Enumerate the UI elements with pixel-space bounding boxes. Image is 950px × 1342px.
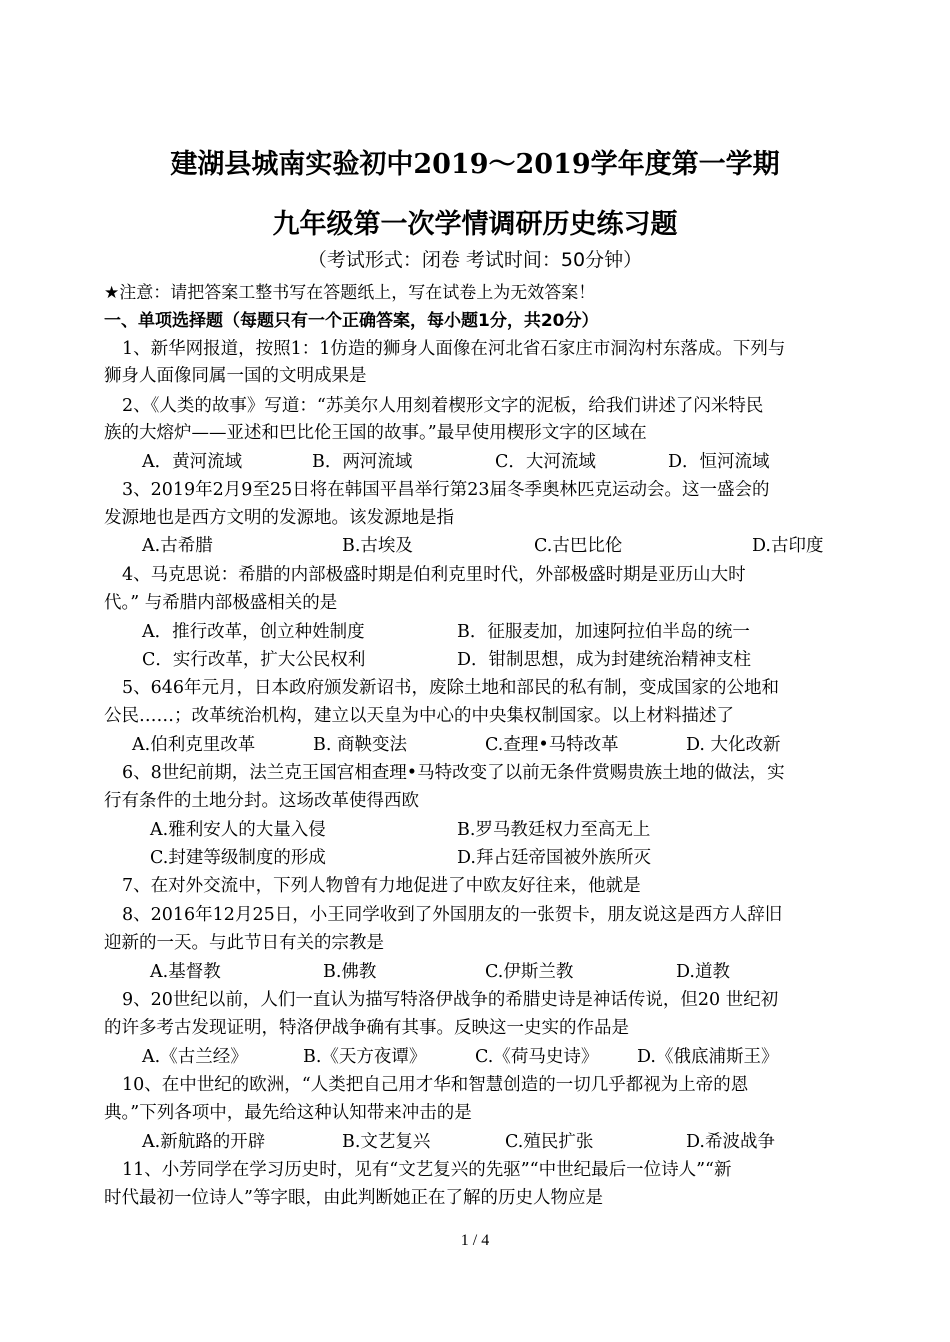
question-3-option-c: C.古巴比伦 xyxy=(534,536,623,556)
question-10-option-d: D.希波战争 xyxy=(686,1132,775,1152)
question-1-line1: 1、新华网报道，按照1：1仿造的狮身人面像在河北省石家庄市洞沟村东落成。下列与 xyxy=(122,339,786,359)
exam-title-line1: 建湖县城南实验初中2019～2019学年度第一学期 xyxy=(170,149,780,180)
page-number: 1 / 4 xyxy=(460,1232,490,1249)
question-6-option-b: B.罗马教廷权力至高无上 xyxy=(457,820,651,840)
section-heading: 一、单项选择题（每题只有一个正确答案，每小题1分，共20分） xyxy=(104,311,599,331)
exam-info: （考试形式：闭卷 考试时间：50分钟） xyxy=(307,249,643,271)
question-5-line1: 5、646年元月，日本政府颁发新诏书，废除土地和部民的私有制，变成国家的公地和 xyxy=(122,678,780,698)
question-10-line1: 10、在中世纪的欧洲，“人类把自己用才华和智慧创造的一切几乎都视为上帝的恩 xyxy=(122,1075,749,1095)
question-9-option-a: A.《古兰经》 xyxy=(142,1047,248,1067)
question-3-option-a: A.古希腊 xyxy=(142,536,213,556)
question-6-line2: 行有条件的土地分封。这场改革使得西欧 xyxy=(104,791,419,811)
question-4-option-d: D．钳制思想，成为封建统治精神支柱 xyxy=(457,650,752,670)
question-5-option-a: A.伯利克里改革 xyxy=(132,735,256,755)
question-2-option-b: B．两河流域 xyxy=(312,452,413,472)
question-9-option-d: D.《俄底浦斯王》 xyxy=(637,1047,779,1067)
question-10-option-b: B.文艺复兴 xyxy=(342,1132,431,1152)
question-9-line1: 9、20世纪以前，人们一直认为描写特洛伊战争的希腊史诗是神话传说，但20 世纪初 xyxy=(122,990,779,1010)
question-5-line2: 公民……；改革统治机构，建立以天皇为中心的中央集权制国家。以上材料描述了 xyxy=(104,706,734,726)
exam-title-line2: 九年级第一次学情调研历史练习题 xyxy=(272,209,678,240)
question-8-option-c: C.伊斯兰教 xyxy=(485,962,574,982)
question-11-line2: 时代最初一位诗人”等字眼，由此判断她正在了解的历史人物应是 xyxy=(104,1188,603,1208)
question-7-line1: 7、在对外交流中，下列人物曾有力地促进了中欧友好往来，他就是 xyxy=(122,876,641,896)
question-3-line2: 发源地也是西方文明的发源地。该发源地是指 xyxy=(104,508,454,528)
question-3-line1: 3、2019年2月9至25日将在韩国平昌举行第23届冬季奥林匹克运动会。这一盛会的 xyxy=(122,480,770,500)
question-8-option-a: A.基督教 xyxy=(150,962,221,982)
question-2-line1: 2、《人类的故事》写道：“苏美尔人用刻着楔形文字的泥板，给我们讲述了闪米特民 xyxy=(122,396,764,416)
question-3-option-d: D.古印度 xyxy=(752,536,824,556)
question-5-option-d: D. 大化改新 xyxy=(686,735,781,755)
question-2-option-d: D．恒河流域 xyxy=(668,452,770,472)
question-6-option-c: C.封建等级制度的形成 xyxy=(150,848,326,868)
question-10-line2: 典。”下列各项中，最先给这种认知带来冲击的是 xyxy=(104,1103,472,1123)
notice: ★注意：请把答案工整书写在答题纸上，写在试卷上为无效答案！ xyxy=(104,283,596,303)
question-9-line2: 的许多考古发现证明，特洛伊战争确有其事。反映这一史实的作品是 xyxy=(104,1018,629,1038)
question-2-option-c: C．大河流域 xyxy=(495,452,596,472)
question-8-line2: 迎新的一天。与此节日有关的宗教是 xyxy=(104,933,384,953)
question-4-line1: 4、马克思说：希腊的内部极盛时期是伯利克里时代，外部极盛时期是亚历山大时 xyxy=(122,565,746,585)
question-8-option-d: D.道教 xyxy=(676,962,730,982)
question-8-line1: 8、2016年12月25日，小王同学收到了外国朋友的一张贺卡，朋友说这是西方人辞旧 xyxy=(122,905,783,925)
question-10-option-c: C.殖民扩张 xyxy=(505,1132,594,1152)
question-4-option-a: A．推行改革，创立种姓制度 xyxy=(142,622,365,642)
question-4-line2: 代。” 与希腊内部极盛相关的是 xyxy=(104,593,338,613)
question-6-option-d: D.拜占廷帝国被外族所灭 xyxy=(457,848,651,868)
question-2-line2: 族的大熔炉——亚述和巴比伦王国的故事。”最早使用楔形文字的区域在 xyxy=(104,423,647,443)
question-9-option-c: C.《荷马史诗》 xyxy=(475,1047,599,1067)
question-8-option-b: B.佛教 xyxy=(323,962,377,982)
question-9-option-b: B.《天方夜谭》 xyxy=(303,1047,427,1067)
question-11-line1: 11、小芳同学在学习历史时，见有“文艺复兴的先驱”“中世纪最后一位诗人”“新 xyxy=(122,1160,732,1180)
question-2-option-a: A．黄河流域 xyxy=(142,452,243,472)
question-6-line1: 6、8世纪前期，法兰克王国宫相查理•马特改变了以前无条件赏赐贵族土地的做法，实 xyxy=(122,763,785,783)
question-10-option-a: A.新航路的开辟 xyxy=(142,1132,266,1152)
question-4-option-b: B．征服麦加，加速阿拉伯半岛的统一 xyxy=(457,622,750,642)
question-3-option-b: B.古埃及 xyxy=(342,536,413,556)
question-5-option-b: B. 商鞅变法 xyxy=(313,735,407,755)
question-1-line2: 狮身人面像同属一国的文明成果是 xyxy=(104,366,367,386)
question-5-option-c: C.查理•马特改革 xyxy=(485,735,619,755)
question-6-option-a: A.雅利安人的大量入侵 xyxy=(150,820,326,840)
question-4-option-c: C．实行改革，扩大公民权利 xyxy=(142,650,366,670)
